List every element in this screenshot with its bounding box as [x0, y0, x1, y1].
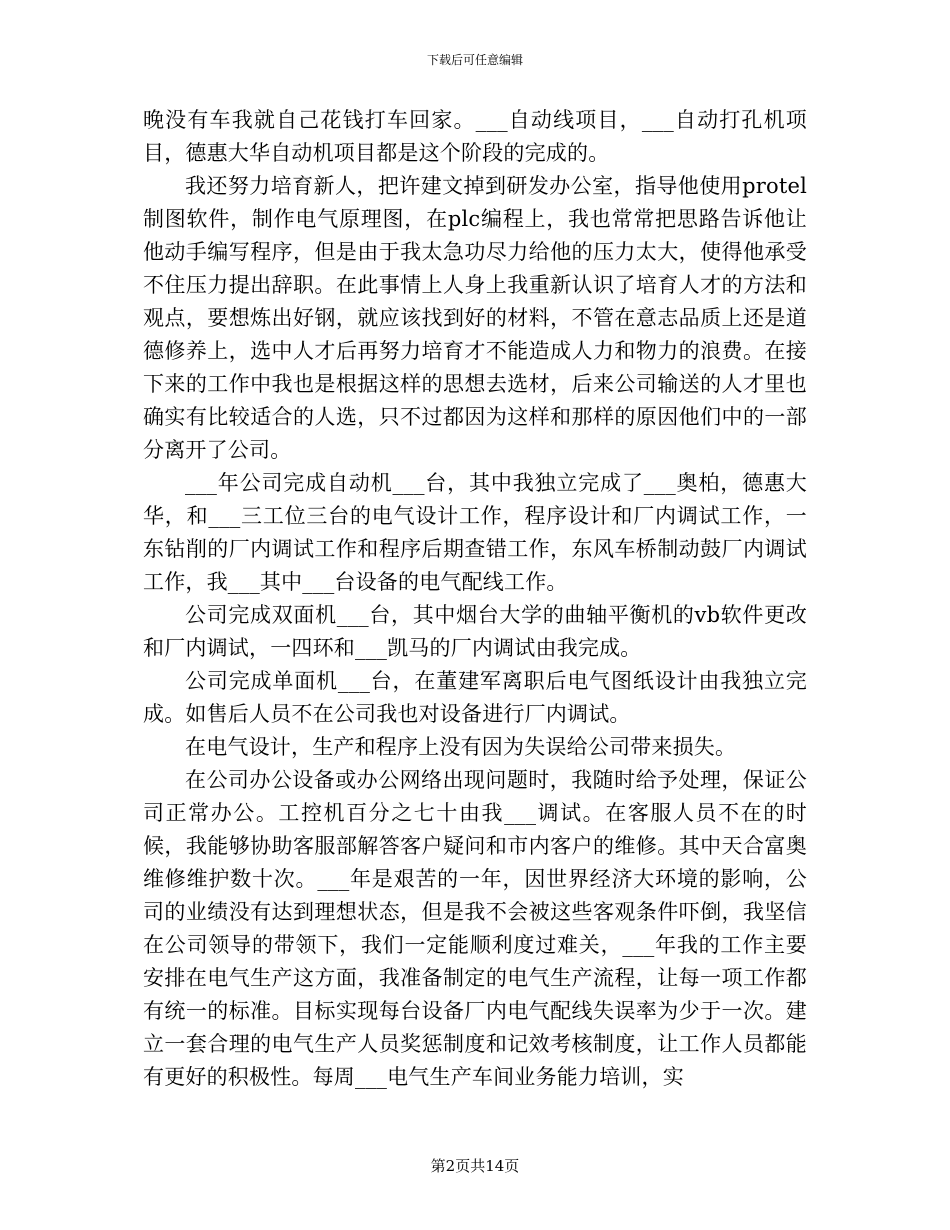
paragraph-double-sided: 公司完成双面机___台，其中烟台大学的曲轴平衡机的vb软件更改和厂内调试，一四环和___凯马的厂内调试由我完成。 — [143, 603, 807, 660]
paragraph-training: 我还努力培育新人，把许建文掉到研发办公室，指导他使用protel制图软件，制作电气原理图，在plc编程上，我也常常把思路告诉他让他动手编写程序，但是由于我太急功尽力给他的压力太大，使得他承受不住压力提出辞职。在此事情上人身上我重新认识了培育人才的方法和观点，要想炼出好钢，就应该找到好的材料，不管在意志品质上还是道德修养上，选中人才后再努力培育才不能造成人力和物力的浪费。在接下来的工作中我也是根据这样的思想去选材，后来公司输送的人才里也确实有比较适合的人选，只不过都因为这样和那样的原因他们中的一部分离开了公司。 — [143, 174, 807, 462]
paragraph-office-support: 在公司办公设备或办公网络出现问题时，我随时给予处理，保证公司正常办公。工控机百分之七十由我___调试。在客服人员不在的时候，我能够协助客服部解答客户疑问和市内客户的维修。其中天合富奥维修维护数十次。___年是艰苦的一年，因世界经济大环境的影响，公司的业绩没有达到理想状态，但是我不会被这些客观条件吓倒，我坚信在公司领导的带领下，我们一定能顺利度过难关，___年我的工作主要安排在电气生产这方面，我准备制定的电气生产流程，让每一项工作都有统一的标准。目标实现每台设备厂内电气配线失误率为少于一次。建立一套合理的电气生产人员奖惩制度和记效考核制度，让工作人员都能有更好的积极性。每周___电气生产车间业务能力培训，实 — [143, 768, 807, 1089]
document-body — [143, 104, 807, 1094]
paragraph-no-loss: 在电气设计，生产和程序上没有因为失误给公司带来损失。 — [185, 735, 737, 759]
paragraph-automation: ___年公司完成自动机___台，其中我独立完成了___奥柏，德惠大华，和___三工位三台的电气设计工作，程序设计和厂内调试工作，一东钻削的厂内调试工作和程序后期查错工作，东风车桥制动鼓厂内调试工作，我___其中___台设备的电气配线工作。 — [143, 471, 807, 594]
page-footer: 第2页共14页 — [430, 1157, 520, 1175]
page-header: 下载后可任意编辑 — [426, 53, 523, 67]
paragraph-single-sided: 公司完成单面机___台，在董建军离职后电气图纸设计由我独立完成。如售后人员不在公司我也对设备进行厂内调试。 — [143, 669, 807, 726]
paragraph-continuation: 晚没有车我就自己花钱打车回家。___自动线项目，___自动打孔机项目，德惠大华自动机项目都是这个阶段的完成的。 — [143, 108, 807, 165]
